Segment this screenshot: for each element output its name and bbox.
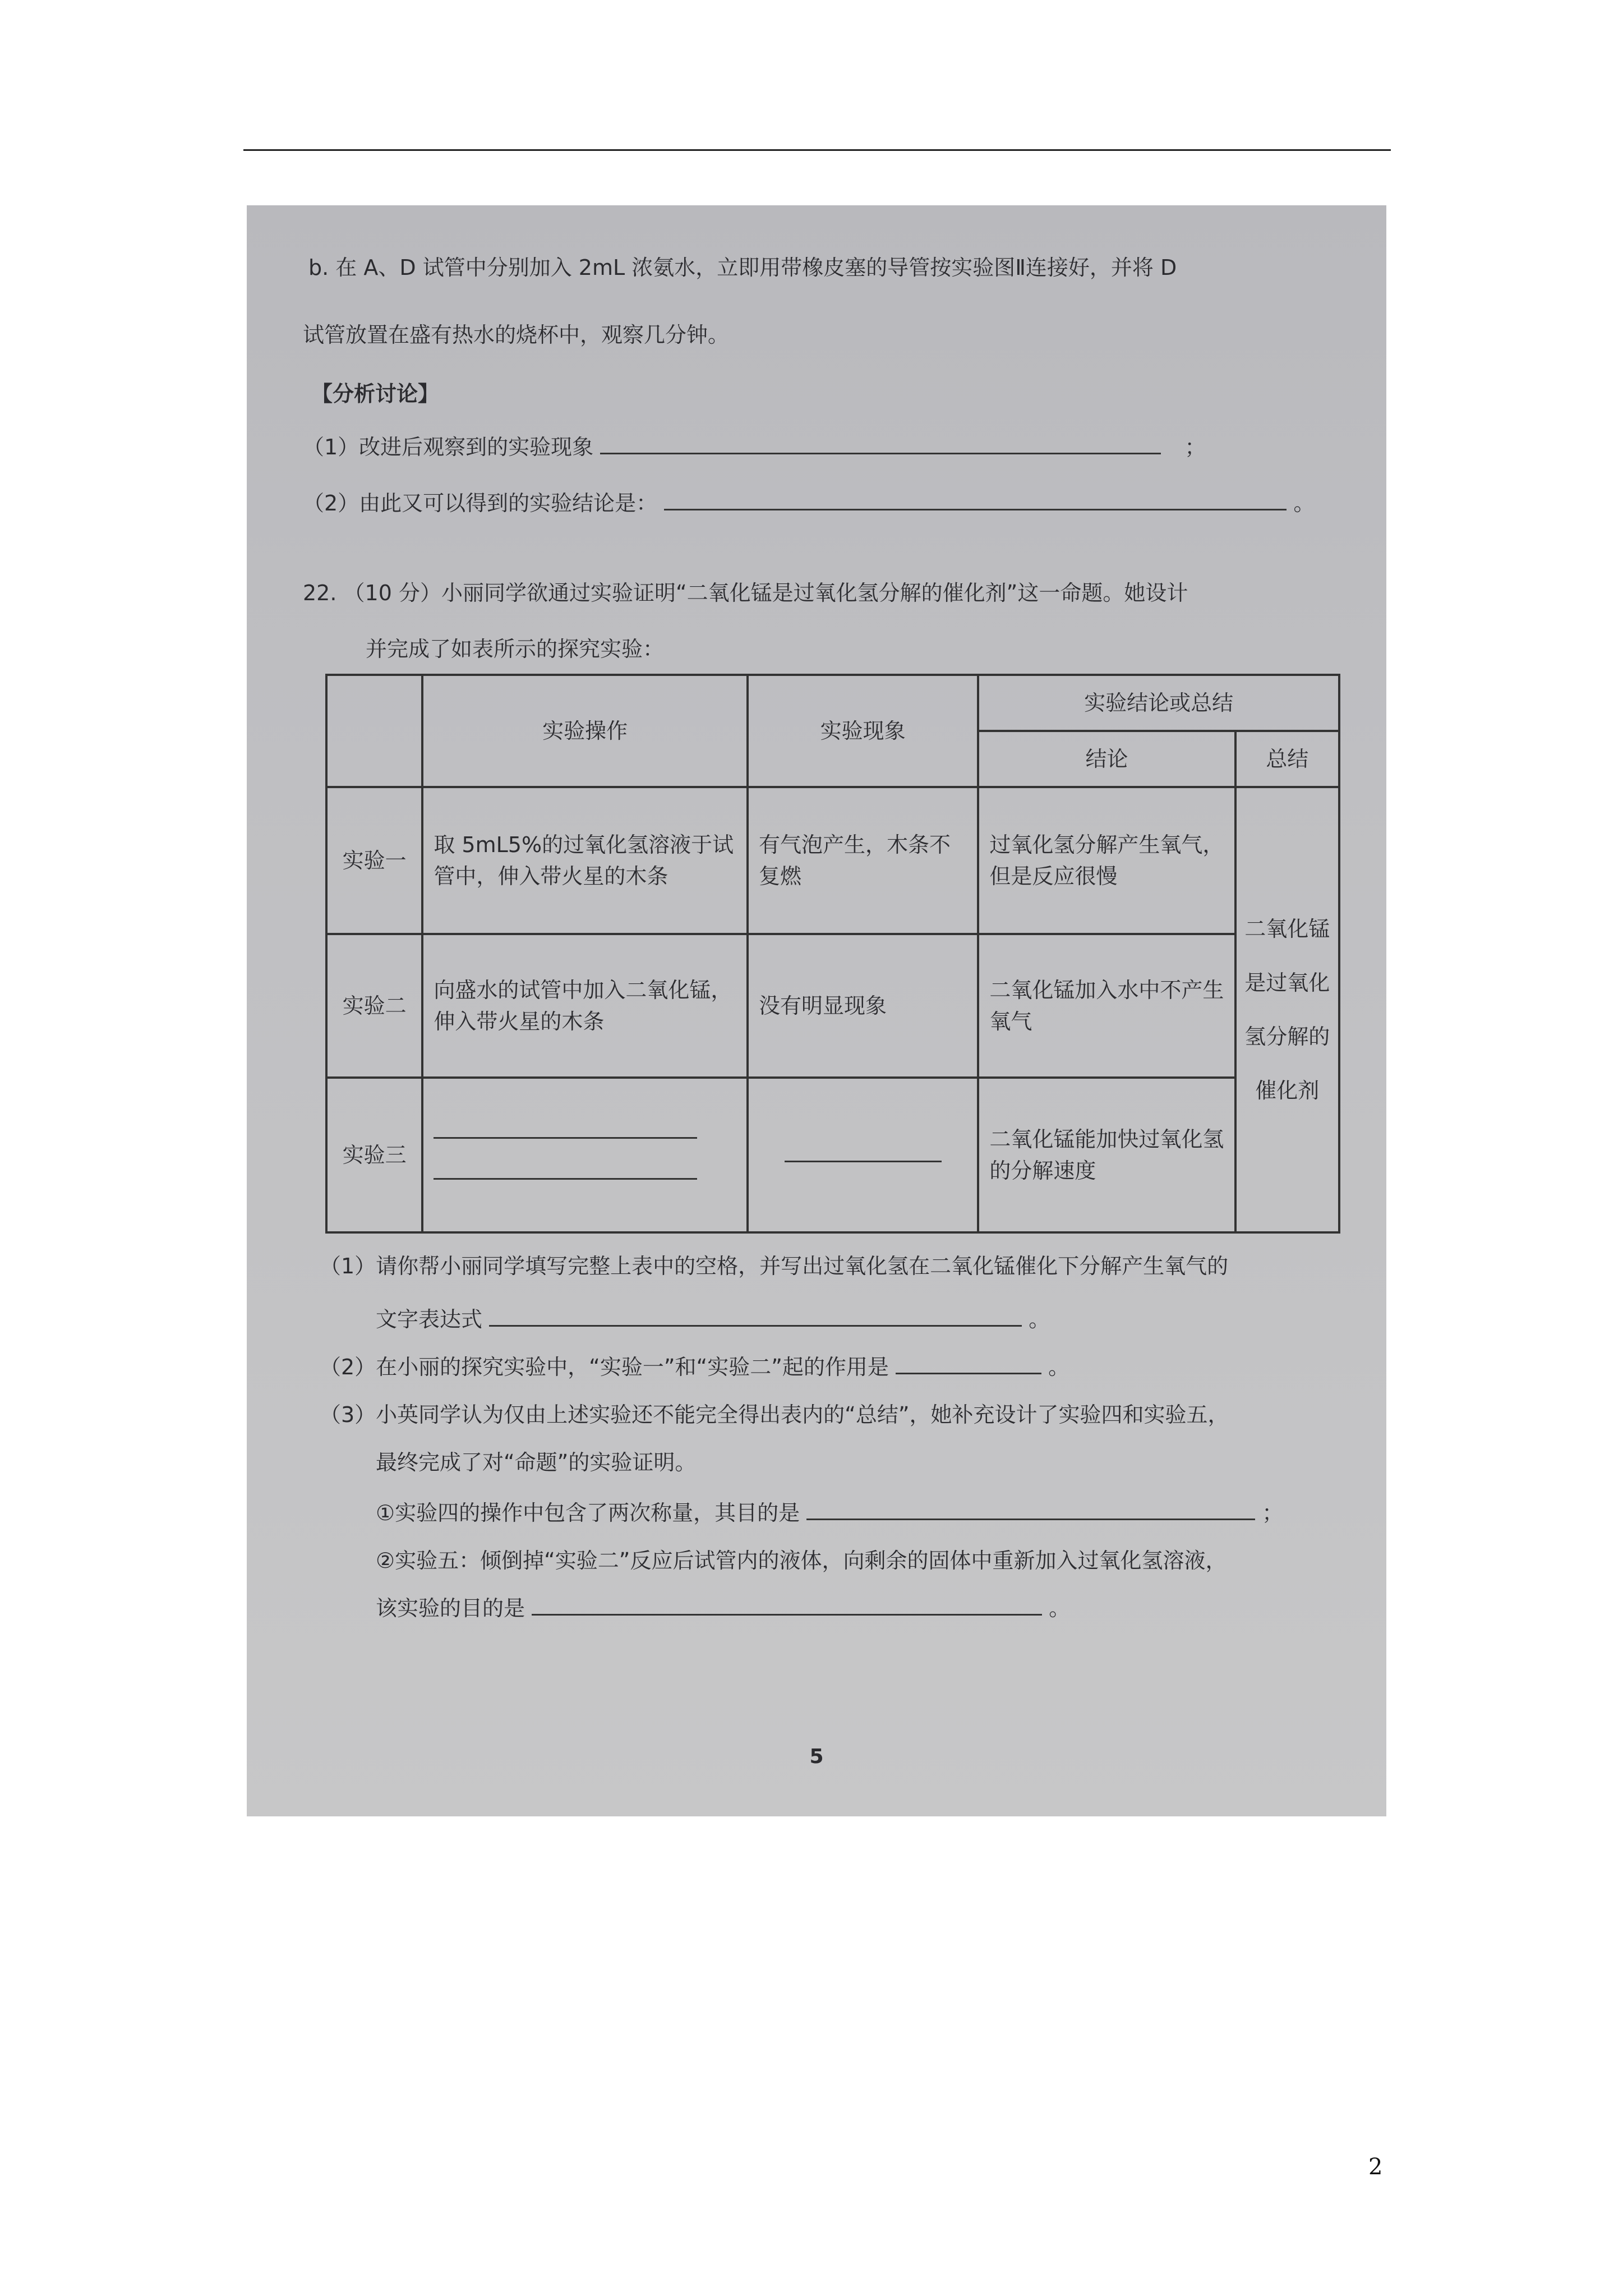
question-1-blank[interactable] [600, 452, 1161, 454]
row-phenomenon-blank[interactable] [748, 1078, 978, 1232]
row-name: 实验三 [326, 1078, 422, 1232]
question-1 [303, 430, 1206, 461]
table-row [326, 787, 1339, 934]
question-22-line2: 并完成了如表所示的探究实验： [366, 637, 665, 661]
header-conclusion: 结论 [978, 731, 1235, 787]
phenomenon-blank[interactable] [785, 1149, 942, 1162]
operation-blank-1[interactable] [434, 1120, 697, 1139]
table-row [326, 1078, 1339, 1232]
sub-question-1-blank[interactable] [489, 1324, 1022, 1327]
sub-question-3-line1: （3）小英同学认为仅由上述实验还不能完全得出表内的“总结”，她补充设计了实验四和实验五， [320, 1402, 1229, 1427]
sub-question-1-end: 。 [1029, 1307, 1050, 1332]
sub-question-1-line2 [376, 1302, 1050, 1333]
header-summary: 总结 [1235, 731, 1339, 787]
row-phenomenon: 没有明显现象 [748, 934, 978, 1078]
header-conclusion-group: 实验结论或总结 [978, 675, 1339, 731]
summary-cell [1235, 787, 1339, 1232]
sub-question-2-blank[interactable] [896, 1372, 1041, 1374]
sub-question-3a-end: ； [1262, 1501, 1284, 1525]
sub-question-3b-end: 。 [1049, 1596, 1071, 1621]
table-header-row-1 [326, 675, 1339, 731]
intro-b-line1: b. 在 A、D 试管中分别加入 2mL 浓氨水，立即用带橡皮塞的导管按实验图Ⅱ连接好，并将 D [308, 255, 1177, 280]
question-2 [303, 486, 1315, 517]
header-phenomenon: 实验现象 [748, 675, 978, 787]
experiment-table [325, 674, 1340, 1234]
sub-question-3b-blank[interactable] [532, 1613, 1042, 1616]
question-1-text: （1）改进后观察到的实验现象 [303, 435, 594, 459]
row-name: 实验二 [326, 934, 422, 1078]
row-operation: 取 5mL5%的过氧化氢溶液于试管中，伸入带火星的木条 [422, 787, 748, 934]
operation-blank-2[interactable] [434, 1161, 697, 1180]
row-conclusion: 二氧化锰加入水中不产生氧气 [978, 934, 1235, 1078]
sub-question-3a [376, 1496, 1283, 1526]
sub-question-2-text: （2）在小丽的探究实验中，“实验一”和“实验二”起的作用是 [320, 1355, 889, 1379]
sub-question-3b-line2 [376, 1591, 1070, 1622]
row-operation: 向盛水的试管中加入二氧化锰，伸入带火星的木条 [422, 934, 748, 1078]
page-number: 2 [1368, 2154, 1383, 2180]
sub-question-3a-text: ①实验四的操作中包含了两次称量，其目的是 [376, 1501, 800, 1525]
question-22-line1: 22. （10 分）小丽同学欲通过实验证明“二氧化锰是过氧化氢分解的催化剂”这一命题。她设计 [303, 581, 1188, 605]
sub-question-3b-text: 该实验的目的是 [376, 1596, 525, 1621]
row-name: 实验一 [326, 787, 422, 934]
row-conclusion: 过氧化氢分解产生氧气，但是反应很慢 [978, 787, 1235, 934]
intro-b-line2: 试管放置在盛有热水的烧杯中，观察几分钟。 [303, 323, 730, 347]
inner-page-number: 5 [809, 1745, 824, 1768]
sub-question-3b-line1: ②实验五：倾倒掉“实验二”反应后试管内的液体，向剩余的固体中重新加入过氧化氢溶液， [376, 1548, 1227, 1573]
row-operation-blanks[interactable] [422, 1078, 748, 1232]
row-conclusion: 二氧化锰能加快过氧化氢的分解速度 [978, 1078, 1235, 1232]
question-2-text: （2）由此又可以得到的实验结论是： [303, 491, 658, 516]
question-2-end: 。 [1293, 491, 1315, 516]
question-2-blank[interactable] [664, 508, 1287, 510]
sub-question-3-line2: 最终完成了对“命题”的实验证明。 [376, 1450, 697, 1475]
sub-question-2 [320, 1350, 1069, 1381]
scanned-exam-page [247, 205, 1386, 1816]
sub-question-2-end: 。 [1048, 1355, 1070, 1379]
sub-question-1-line1: （1）请你帮小丽同学填写完整上表中的空格，并写出过氧化氢在二氧化锰催化下分解产生氧气的 [320, 1254, 1229, 1278]
header-empty-cell [326, 675, 422, 787]
header-rule [243, 149, 1391, 151]
row-phenomenon: 有气泡产生，木条不复燃 [748, 787, 978, 934]
sub-question-1-text: 文字表达式 [376, 1307, 483, 1332]
sub-question-3a-blank[interactable] [806, 1518, 1255, 1520]
table-row [326, 934, 1339, 1078]
summary-text: 二氧化锰是过氧化氢分解的催化剂 [1244, 917, 1330, 1103]
question-1-end: ； [1184, 435, 1206, 459]
header-operation: 实验操作 [422, 675, 748, 787]
analysis-heading: 【分析讨论】 [311, 381, 440, 406]
